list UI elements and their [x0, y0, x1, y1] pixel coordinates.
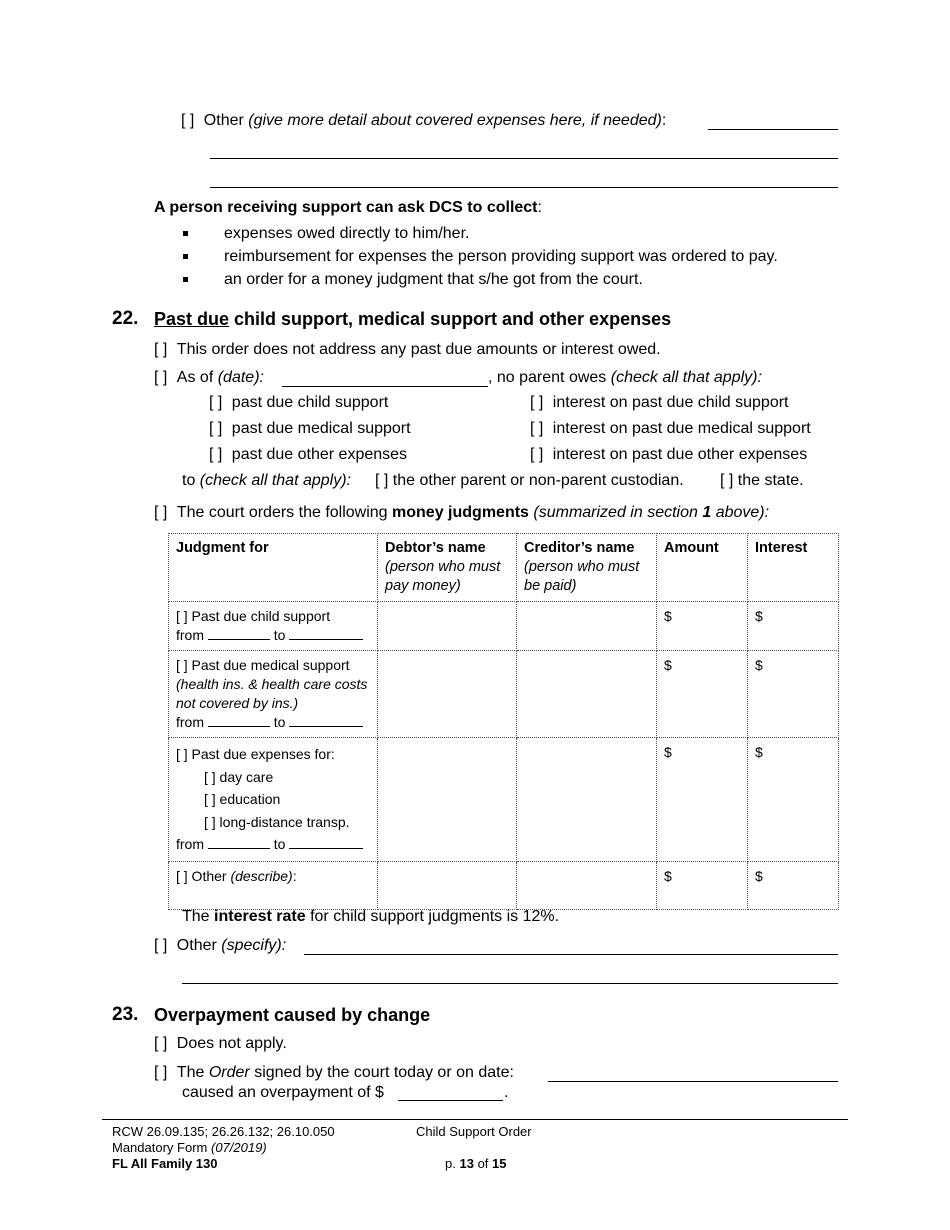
other-specify-line-2[interactable] — [182, 983, 838, 984]
creditor-cell[interactable] — [517, 651, 657, 738]
footer-mandatory: Mandatory Form (07/2019) — [112, 1140, 267, 1155]
other-expenses-option[interactable] — [181, 112, 666, 130]
footer-form-id: FL All Family 130 — [112, 1156, 218, 1171]
s22-other-option[interactable]: [ ] Other (specify): — [154, 937, 287, 954]
judgment-cell[interactable]: [ ] Other (describe): — [169, 861, 378, 909]
interest-cell[interactable]: $ — [748, 861, 839, 909]
debtor-cell[interactable] — [378, 738, 517, 862]
footer-rcw: RCW 26.09.135; 26.26.132; 26.10.050 — [112, 1124, 335, 1139]
header-debtor: Debtor’s name (person who must pay money) — [378, 534, 517, 602]
from-field[interactable] — [208, 836, 270, 849]
table-header-row — [169, 534, 839, 602]
other-colon: : — [661, 112, 667, 129]
other-detail-line-3[interactable] — [210, 187, 838, 188]
checkbox[interactable]: [ ] — [530, 394, 544, 411]
s22-to-line: to (check all that apply): — [182, 472, 351, 489]
other-hint: (give more detail about covered expenses here, if needed) — [248, 112, 662, 129]
checkbox[interactable]: [ ] — [154, 1035, 168, 1052]
checkbox[interactable]: [ ] — [154, 369, 168, 386]
s22-option-as-of[interactable]: [ ] As of (date): — [154, 369, 264, 386]
judgment-cell[interactable]: [ ] Past due child support from to — [169, 602, 378, 651]
s22-no-parent-owes: , no parent owes (check all that apply): — [488, 369, 762, 386]
header-creditor: Creditor’s name (person who must be paid) — [517, 534, 657, 602]
section-22-number: 22. — [112, 308, 139, 329]
interest-cell[interactable]: $ — [748, 738, 839, 862]
table-row — [169, 861, 839, 909]
checkbox[interactable]: [ ] — [530, 446, 544, 463]
dcs-item: an order for a money judgment that s/he got from the court. — [224, 271, 643, 288]
creditor-cell[interactable] — [517, 861, 657, 909]
to-other-parent-option[interactable]: [ ] the other parent or non-parent custodian. — [375, 472, 684, 489]
other-detail-line-2[interactable] — [210, 158, 838, 159]
bullet-icon — [183, 254, 188, 259]
s22-option-no-past-due[interactable]: [ ] This order does not address any past due amounts or interest owed. — [154, 341, 661, 358]
past-due-other-expenses-option[interactable]: [ ] past due other expenses — [209, 446, 408, 463]
debtor-cell[interactable] — [378, 651, 517, 738]
checkbox[interactable]: [ ] — [154, 937, 168, 954]
interest-other-expenses-option[interactable]: [ ] interest on past due other expenses — [530, 446, 808, 463]
dcs-heading: A person receiving support can ask DCS to collect: — [154, 199, 542, 216]
checkbox[interactable]: [ ] — [375, 472, 389, 489]
table-row — [169, 602, 839, 651]
interest-cell[interactable]: $ — [748, 651, 839, 738]
table-row — [169, 651, 839, 738]
s23-order-option[interactable]: [ ] The Order signed by the court today or on date: — [154, 1064, 514, 1081]
past-due-child-support-option[interactable]: [ ] past due child support — [209, 394, 389, 411]
judgment-cell[interactable]: [ ] Past due expenses for: [ ] day care [ ] education [ ] long-distance transp. from to — [169, 738, 378, 862]
checkbox[interactable]: [ ] — [209, 446, 223, 463]
header-amount: Amount — [657, 534, 748, 602]
creditor-cell[interactable] — [517, 738, 657, 862]
interest-cell[interactable]: $ — [748, 602, 839, 651]
other-detail-line-1[interactable] — [708, 129, 838, 130]
checkbox[interactable]: [ ] — [154, 1064, 168, 1081]
amount-cell[interactable]: $ — [657, 738, 748, 862]
header-judgment-for: Judgment for — [169, 534, 378, 602]
s23-does-not-apply-option[interactable]: [ ] Does not apply. — [154, 1035, 287, 1052]
to-field[interactable] — [289, 627, 363, 640]
table-row — [169, 738, 839, 862]
dcs-item: reimbursement for expenses the person providing support was ordered to pay. — [224, 248, 778, 265]
interest-rate-note: The interest rate for child support judgments is 12%. — [182, 908, 560, 925]
order-date-field[interactable] — [548, 1081, 838, 1082]
overpayment-line: caused an overpayment of $ — [182, 1084, 384, 1101]
debtor-cell[interactable] — [378, 861, 517, 909]
footer-title: Child Support Order — [416, 1124, 532, 1139]
other-label: Other — [203, 112, 244, 129]
other-specify-line-1[interactable] — [304, 954, 838, 955]
money-judgments-table — [168, 533, 839, 910]
to-state-option[interactable]: [ ] the state. — [720, 472, 804, 489]
amount-cell[interactable]: $ — [657, 651, 748, 738]
footer-page-number: p. 13 of 15 — [445, 1156, 507, 1171]
to-field[interactable] — [289, 836, 363, 849]
date-field[interactable] — [282, 386, 488, 387]
section-23-number: 23. — [112, 1004, 139, 1025]
checkbox[interactable]: [ ] — [720, 472, 734, 489]
amount-cell[interactable]: $ — [657, 861, 748, 909]
past-due-medical-support-option[interactable]: [ ] past due medical support — [209, 420, 411, 437]
to-field[interactable] — [289, 714, 363, 727]
debtor-cell[interactable] — [378, 602, 517, 651]
from-field[interactable] — [208, 714, 270, 727]
interest-medical-support-option[interactable]: [ ] interest on past due medical support — [530, 420, 811, 437]
header-interest: Interest — [748, 534, 839, 602]
checkbox[interactable]: [ ] — [530, 420, 544, 437]
judgment-cell[interactable]: [ ] Past due medical support (health ins. & health care costs not covered by ins.) from to — [169, 651, 378, 738]
period: . — [504, 1084, 509, 1101]
checkbox[interactable]: [ ] — [181, 112, 195, 129]
checkbox[interactable]: [ ] — [154, 341, 168, 358]
overpayment-amount-field[interactable] — [398, 1100, 503, 1101]
amount-cell[interactable]: $ — [657, 602, 748, 651]
s22-money-judgments-option[interactable]: [ ] The court orders the following money judgments (summarized in section 1 above): — [154, 504, 770, 521]
bullet-icon — [183, 231, 188, 236]
bullet-icon — [183, 277, 188, 282]
interest-child-support-option[interactable]: [ ] interest on past due child support — [530, 394, 789, 411]
footer-divider — [102, 1119, 848, 1120]
checkbox[interactable]: [ ] — [154, 504, 168, 521]
section-22-title: Past due child support, medical support and other expenses — [154, 309, 672, 329]
from-field[interactable] — [208, 627, 270, 640]
checkbox[interactable]: [ ] — [209, 394, 223, 411]
creditor-cell[interactable] — [517, 602, 657, 651]
checkbox[interactable]: [ ] — [209, 420, 223, 437]
dcs-item: expenses owed directly to him/her. — [224, 225, 470, 242]
section-23-title: Overpayment caused by change — [154, 1005, 431, 1025]
